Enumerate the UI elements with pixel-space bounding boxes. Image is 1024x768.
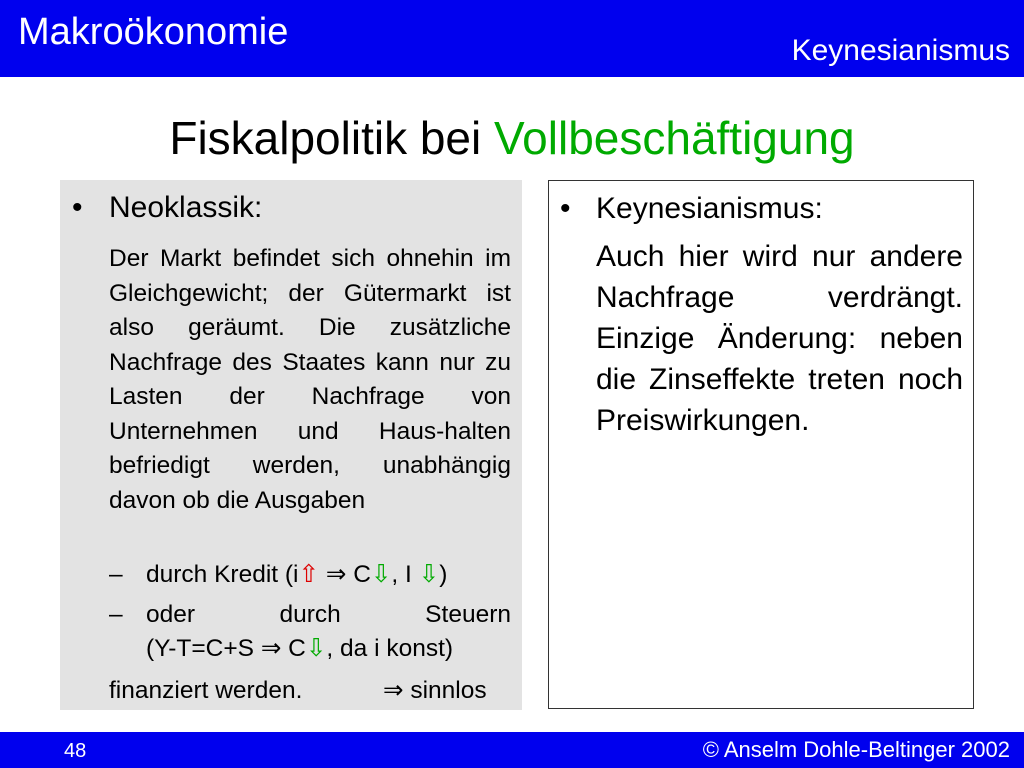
- slide-title-main: Fiskalpolitik bei: [169, 112, 495, 164]
- arrow-down-icon: ⇩: [418, 561, 440, 588]
- dash-icon: –: [109, 601, 123, 628]
- list-item-steuern-line1: oder durch Steuern: [146, 601, 511, 628]
- keynesianismus-paragraph: Auch hier wird nur andere Nachfrage verdrängt. Einzige Änderung: neben die Zinseffekte treten noch Preiswirkungen.: [596, 240, 963, 437]
- list-item-kredit-text: [146, 558, 511, 592]
- bullet-icon: •: [72, 191, 83, 224]
- header-bar: [0, 0, 1024, 77]
- page-number: 48: [64, 740, 87, 762]
- closing-result: ⇒ sinnlos: [383, 677, 487, 704]
- closing-line: [109, 674, 511, 708]
- dash-icon: –: [109, 561, 123, 588]
- arrow-down-icon: ⇩: [370, 561, 392, 588]
- kredit-text-part1: durch Kredit (i: [146, 561, 299, 588]
- topic-label: Keynesianismus: [791, 34, 1010, 67]
- course-title: Makroökonomie: [18, 11, 289, 53]
- neoklassik-panel: [60, 180, 522, 710]
- neoklassik-heading: Neoklassik:: [109, 191, 263, 224]
- kredit-text-part2: ⇒ C: [319, 561, 371, 588]
- kredit-text-part4: ): [439, 561, 448, 588]
- list-item-steuern-line2: [146, 632, 511, 666]
- keynesianismus-heading-row: [560, 191, 823, 227]
- footer-bar: [0, 732, 1024, 768]
- steuern-text-part2: , da i konst): [326, 635, 454, 662]
- bullet-icon: •: [560, 192, 571, 225]
- list-item-steuern: [109, 598, 511, 666]
- keynesianismus-heading: Keynesianismus:: [596, 192, 823, 225]
- slide-title: [0, 110, 1024, 166]
- steuern-text-part1: (Y-T=C+S ⇒ C: [146, 635, 306, 662]
- keynesianismus-panel: [548, 180, 974, 709]
- arrow-up-icon: ⇧: [298, 561, 320, 588]
- copyright-notice: © Anselm Dohle-Beltinger 2002: [702, 737, 1010, 762]
- list-item-kredit: [109, 558, 511, 592]
- closing-text: finanziert werden.: [109, 677, 303, 704]
- slide-title-accent: Vollbeschäftigung: [494, 112, 855, 164]
- neoklassik-heading-row: [72, 190, 263, 226]
- neoklassik-paragraph: Der Markt befindet sich ohnehin im Gleichgewicht; der Gütermarkt ist also geräumt. Die zusätzliche Nachfrage des Staates kann nur zu Lasten der Nachfrage von Unternehmen und Haus-halten befriedigt werden, unabhängig davon ob die Ausgaben: [109, 245, 511, 514]
- kredit-text-part3: , I: [391, 561, 419, 588]
- arrow-down-icon: ⇩: [305, 635, 327, 662]
